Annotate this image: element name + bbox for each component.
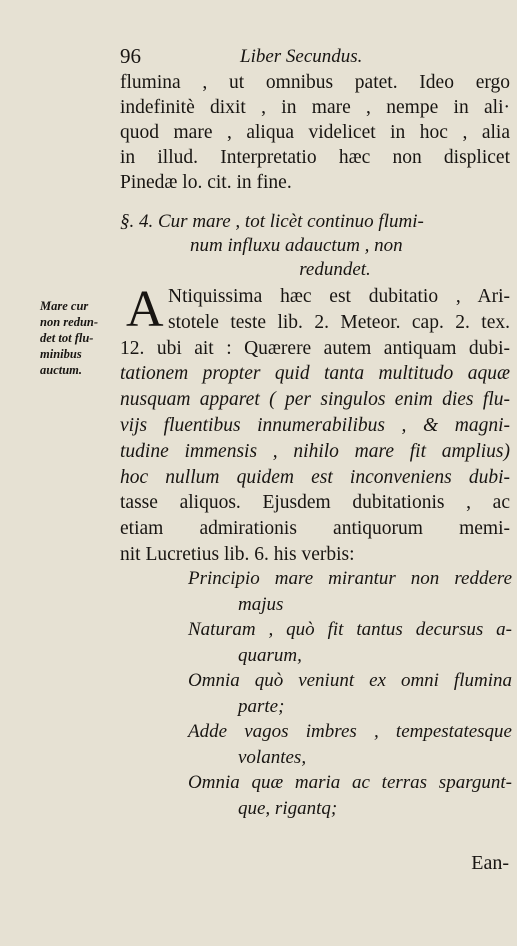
marginal-note [40,298,122,378]
verse-line: Adde vagos imbres , tempestatesque [188,721,512,742]
text-line: in illud. Interpretatio hæc non displicet [120,147,510,168]
text-line: Pinedæ lo. cit. in fine. [120,172,292,193]
text-line: 12. ubi ait : Quærere autem antiquam dubi- [120,337,510,359]
text-line: indefinitè dixit , in mare , nempe in ali· [120,97,510,118]
running-head: Liber Secundus. [240,46,363,67]
text-line: tasse aliquos. Ejusdem dubitationis , ac [120,492,510,514]
verse-line: majus [238,593,284,615]
page-number: 96 [120,44,141,68]
text-line: hoc nullum quidem est inconveniens dubi- [120,466,510,488]
text-line: nit Lucretius lib. 6. his verbis: [120,543,355,565]
text-line: flumina , ut omnibus patet. Ideo ergo [120,72,510,93]
text-line: stotele teste lib. 2. Meteor. cap. 2. tex. [168,311,510,333]
verse-line: quarum, [238,644,302,666]
marginal-note-line: det tot flu- [40,331,94,345]
section-heading-line: num influxu adauctum , non [190,235,403,256]
text-line: Ntiquissima hæc est dubitatio , Ari- [168,286,510,307]
text-line: nusquam apparet ( per singulos enim dies flu- [120,389,510,411]
verse-line: parte; [238,695,285,717]
text-line: tudine immensis , nihilo mare fit amplius) [120,440,510,462]
verse-line: que, rigantq; [238,797,338,819]
section-heading [120,210,510,282]
verse-line: volantes, [238,746,307,768]
verse-line: Principio mare mirantur non reddere [188,568,512,589]
verse-line: Omnia quò veniunt ex omni flumina [188,670,512,691]
section-heading-line: §. 4. Cur mare , tot licèt continuo flumi- [120,211,424,232]
verse-line: Omnia quæ maria ac terras spargunt- [188,772,512,793]
text-line: etiam admirationis antiquorum memi- [120,518,510,540]
drop-cap: A [126,281,164,338]
marginal-note-line: non redun- [40,315,99,329]
marginal-note-line: Mare cur [40,299,89,313]
marginal-note-line: auctum. [40,363,83,377]
opening-text-block [120,70,510,195]
main-paragraph [120,281,510,568]
text-line: tationem propter quid tanta multitudo aquæ [120,363,510,385]
section-heading-line: redundet. [299,259,371,280]
catchword: Ean- [471,852,509,874]
text-line: quod mare , aliqua videlicet in hoc , alia [120,122,510,143]
marginal-note-line: minibus [40,347,82,361]
verse-line: Naturam , quò fit tantus decursus a- [188,619,512,640]
verse-quotation [120,566,512,821]
page-header [120,44,510,70]
text-line: vijs fluentibus innumerabilibus , & magni- [120,414,510,436]
